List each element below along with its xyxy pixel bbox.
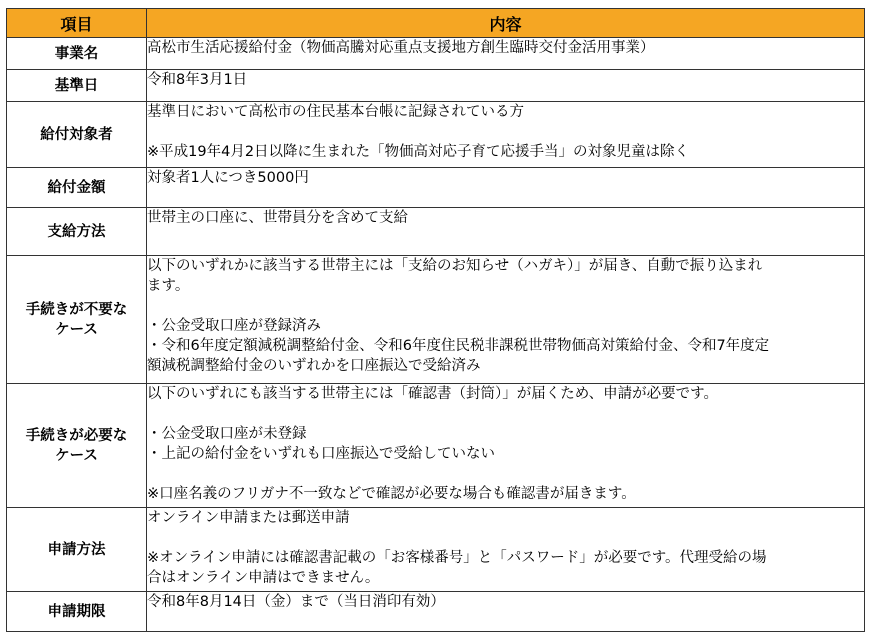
row-label [7,508,147,592]
row-content [147,256,865,384]
table-row-no-procedure-case [7,256,865,384]
row-label [7,384,147,508]
table-row-project-name [7,38,865,70]
row-label [7,208,147,256]
row-content [147,592,865,632]
content-spacer [147,464,864,484]
header-row [7,9,865,38]
content-line: 高松市生活応援給付金（物価高騰対応重点支援地方創生臨時交付金活用事業） [147,40,655,56]
content-line: ※平成19年4月2日以降に生まれた「物価高対応子育て応援手当」の対象児童は除く [147,144,690,160]
content-spacer [147,122,864,142]
content-line: 世帯主の口座に、世帯員分を含めて支給 [147,210,408,226]
content-line: オンライン申請または郵送申請 [147,510,350,526]
content-spacer [147,528,864,548]
row-content [147,168,865,208]
content-line: ※オンライン申請には確認書記載の「お客様番号」と「パスワード」が必要です。代理受給の場 [147,550,767,566]
content-line: 令和8年8月14日（金）まで（当日消印有効） [147,594,445,610]
row-content [147,38,865,70]
row-label-line: 給付金額 [47,179,106,196]
table-row-application-method [7,508,865,592]
row-label [7,592,147,632]
header-item: 項目 [7,9,147,38]
content-spacer [147,404,864,424]
content-line: ・公金受取口座が登録済み [147,318,321,334]
table-row-payment-method [7,208,865,256]
content-line: 以下のいずれかに該当する世帯主には「支給のお知らせ（ハガキ）」が届き、自動で振り込まれ [147,258,763,274]
row-label [7,102,147,168]
row-label-line: ケース [55,321,98,338]
row-content [147,102,865,168]
table-row-eligible-persons [7,102,865,168]
info-table-container [6,8,864,632]
row-label-line: 基準日 [54,77,99,94]
row-label-line: 申請期限 [47,603,106,620]
header-content: 内容 [147,9,865,38]
benefit-info-table [6,8,865,632]
content-line: 対象者1人につき5000円 [147,170,309,186]
table-row-base-date [7,70,865,102]
row-label-line: 事業名 [54,45,99,62]
table-row-benefit-amount [7,168,865,208]
content-line: 合はオンライン申請はできません。 [147,570,380,586]
row-label-line: 給付対象者 [40,126,113,143]
content-line: 基準日において高松市の住民基本台帳に記録されている方 [147,104,524,120]
content-line: ・上記の給付金をいずれも口座振込で受給していない [147,446,495,462]
row-label [7,70,147,102]
row-label-line: 支給方法 [47,223,106,240]
table-body [7,38,865,632]
row-label-line: ケース [55,447,98,464]
row-label-line: 申請方法 [47,541,106,558]
row-label [7,38,147,70]
row-content [147,508,865,592]
table-row-procedure-required-case [7,384,865,508]
content-line: ます。 [147,278,190,294]
row-label-line: 手続きが不要な [25,301,128,318]
content-line: 額減税調整給付金のいずれかを口座振込で受給済み [147,358,481,374]
content-line: ・令和6年度定額減税調整給付金、令和6年度住民税非課税世帯物価高対策給付金、令和7年度定 [147,338,770,354]
row-content [147,384,865,508]
table-header [7,9,865,38]
content-line: ※口座名義のフリガナ不一致などで確認が必要な場合も確認書が届きます。 [147,486,636,502]
row-label-line: 手続きが必要な [25,427,128,444]
row-content [147,70,865,102]
content-line: ・公金受取口座が未登録 [147,426,307,442]
row-label [7,256,147,384]
row-label [7,168,147,208]
content-spacer [147,296,864,316]
content-line: 以下のいずれにも該当する世帯主には「確認書（封筒）」が届くため、申請が必要です。 [147,386,719,402]
row-content [147,208,865,256]
content-line: 令和8年3月1日 [147,72,248,88]
table-row-application-deadline [7,592,865,632]
